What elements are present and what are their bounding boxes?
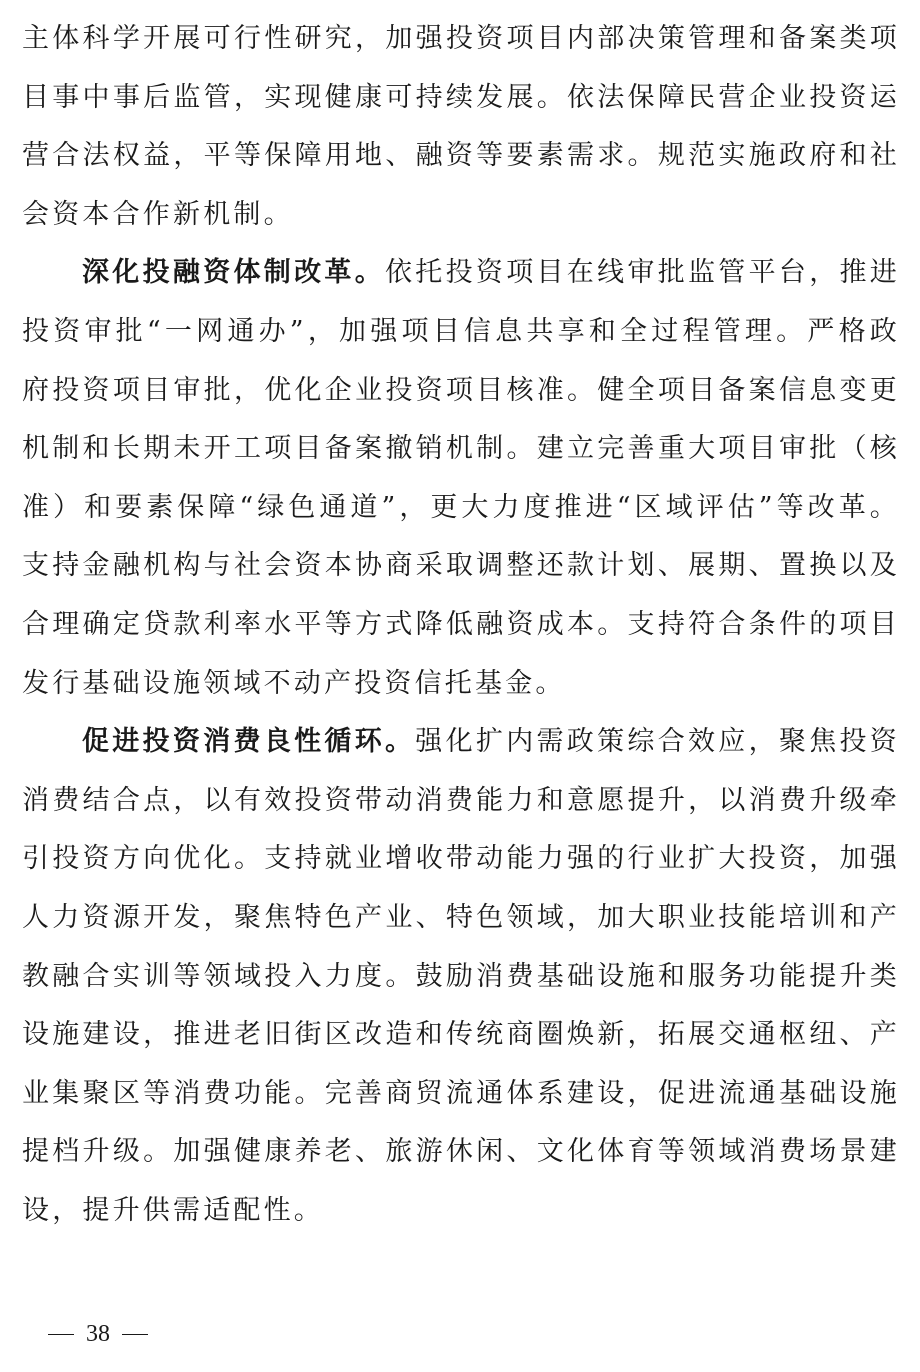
document-page [22,10,900,1240]
paragraph-investment-consumption-cycle [22,713,900,1240]
paragraph-heading: 促进投资消费良性循环。 [82,726,416,758]
paragraph-continuation [22,10,900,244]
paragraph-investment-financing-reform [22,244,900,713]
paragraph-body: 主体科学开展可行性研究，加强投资项目内部决策管理和备案类项目事中事后监管，实现健康可持续发展。依法保障民营企业投资运营合法权益，平等保障用地、融资等要素需求。规范实施政府和社会资本合作新机制。 [22,23,900,230]
paragraph-body: 强化扩内需政策综合效应，聚焦投资消费结合点，以有效投资带动消费能力和意愿提升，以消费升级牵引投资方向优化。支持就业增收带动能力强的行业扩大投资，加强人力资源开发，聚焦特色产业、特色领域，加大职业技能培训和产教融合实训等领域投入力度。鼓励消费基础设施和服务功能提升类设施建设，推进老旧街区改造和传统商圈焕新，拓展交通枢纽、产业集聚区等消费功能。完善商贸流通体系建设，促进流通基础设施提档升级。加强健康养老、旅游休闲、文化体育等领域消费场景建设，提升供需适配性。 [22,726,900,1226]
page-footer [48,1318,148,1350]
footer-dash-right [122,1334,148,1335]
paragraph-heading: 深化投融资体制改革。 [82,257,385,289]
page-number: 38 [86,1321,110,1347]
paragraph-body: 依托投资项目在线审批监管平台，推进投资审批“一网通办”，加强项目信息共享和全过程管理。严格政府投资项目审批，优化企业投资项目核准。健全项目备案信息变更机制和长期未开工项目备案撤销机制。建立完善重大项目审批（核准）和要素保障“绿色通道”，更大力度推进“区域评估”等改革。支持金融机构与社会资本协商采取调整还款计划、展期、置换以及合理确定贷款利率水平等方式降低融资成本。支持符合条件的项目发行基础设施领域不动产投资信托基金。 [22,257,900,699]
footer-dash-left [48,1334,74,1335]
